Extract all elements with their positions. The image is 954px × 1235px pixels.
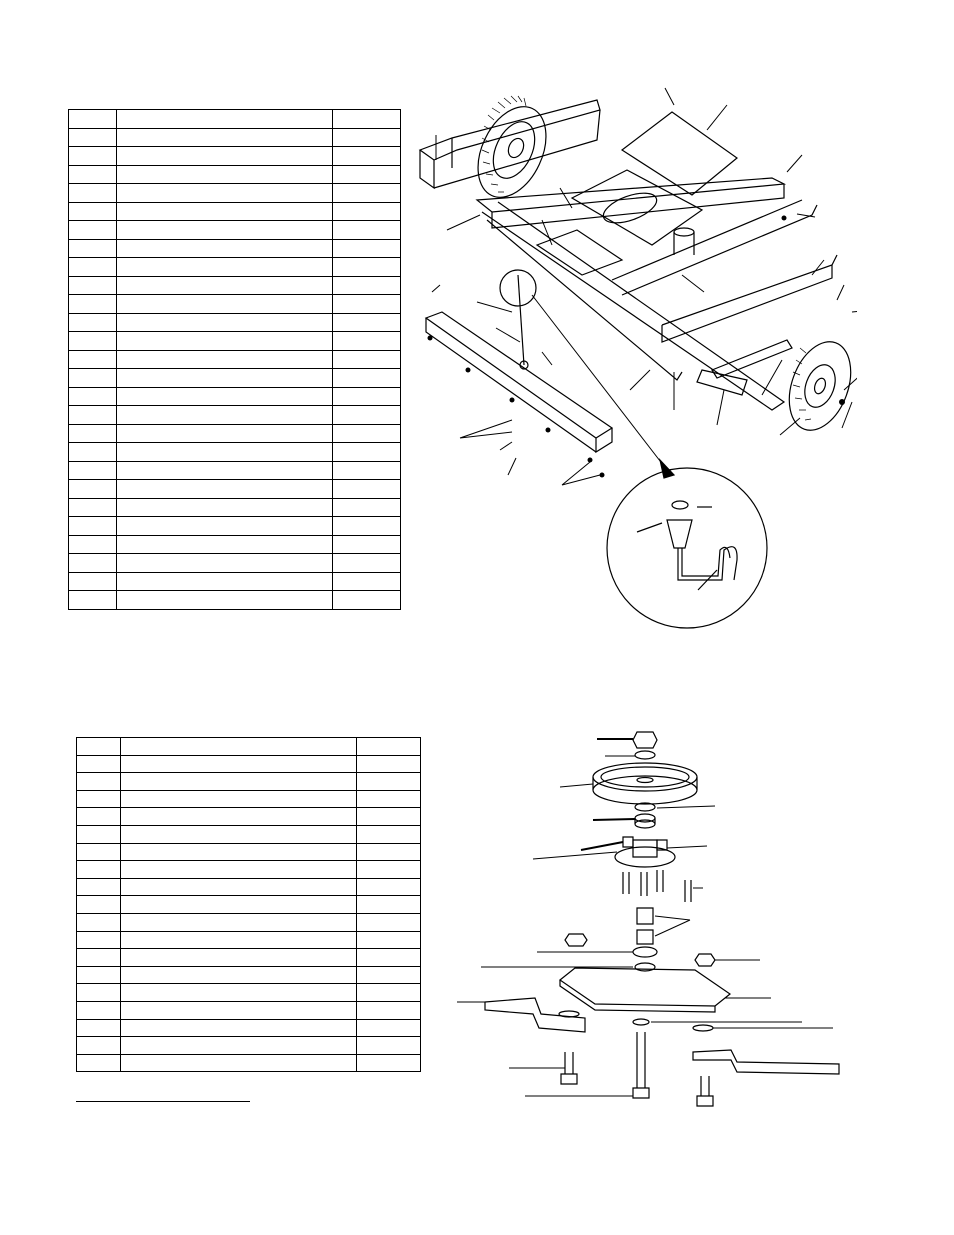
table-row	[77, 773, 421, 791]
table-cell	[357, 1054, 421, 1072]
table-cell	[69, 461, 117, 480]
table-cell	[333, 165, 401, 184]
table-cell	[77, 1037, 121, 1055]
table-row	[69, 554, 401, 573]
table-cell	[333, 110, 401, 129]
table-cell	[333, 517, 401, 536]
table-cell	[333, 498, 401, 517]
table-cell	[69, 554, 117, 573]
table-cell	[69, 387, 117, 406]
table-cell	[333, 406, 401, 425]
table-cell	[69, 184, 117, 203]
table-row	[77, 1037, 421, 1055]
table-cell	[77, 861, 121, 879]
table-cell	[117, 591, 333, 610]
table-row	[69, 239, 401, 258]
table-cell	[77, 949, 121, 967]
table-row	[77, 949, 421, 967]
table-cell	[69, 276, 117, 295]
frame-parts-table	[68, 109, 401, 610]
table-cell	[333, 258, 401, 277]
table-cell	[333, 184, 401, 203]
table-row	[69, 332, 401, 351]
table-cell	[117, 295, 333, 314]
table-cell	[117, 535, 333, 554]
spindle-blade-assembly-drawing	[445, 722, 845, 1117]
table-cell	[117, 313, 333, 332]
table-cell	[357, 931, 421, 949]
table-row	[69, 165, 401, 184]
table-cell	[117, 517, 333, 536]
table-row	[69, 350, 401, 369]
table-cell	[333, 239, 401, 258]
table-cell	[357, 790, 421, 808]
table-cell	[357, 984, 421, 1002]
table-row	[69, 535, 401, 554]
table-cell	[69, 202, 117, 221]
table-cell	[333, 295, 401, 314]
table-row	[77, 984, 421, 1002]
table-cell	[333, 147, 401, 166]
table-cell	[69, 239, 117, 258]
table-cell	[121, 896, 357, 914]
table-row	[77, 913, 421, 931]
table-row	[77, 878, 421, 896]
table-cell	[357, 913, 421, 931]
table-row	[77, 896, 421, 914]
table-cell	[77, 931, 121, 949]
table-cell	[121, 861, 357, 879]
table-row	[69, 110, 401, 129]
table-cell	[69, 443, 117, 462]
table-cell	[357, 1001, 421, 1019]
table-row	[69, 276, 401, 295]
table-cell	[357, 738, 421, 756]
table-cell	[69, 424, 117, 443]
table-cell	[77, 825, 121, 843]
table-cell	[357, 825, 421, 843]
table-cell	[117, 480, 333, 499]
table-cell	[69, 332, 117, 351]
table-cell	[69, 535, 117, 554]
table-cell	[121, 738, 357, 756]
table-cell	[117, 554, 333, 573]
table-cell	[69, 258, 117, 277]
table-cell	[117, 424, 333, 443]
table-cell	[117, 498, 333, 517]
table-cell	[121, 843, 357, 861]
table-cell	[117, 572, 333, 591]
table-row	[69, 387, 401, 406]
table-row	[77, 825, 421, 843]
table-cell	[121, 808, 357, 826]
table-row	[69, 461, 401, 480]
table-cell	[121, 984, 357, 1002]
table-cell	[117, 350, 333, 369]
table-cell	[77, 896, 121, 914]
table-cell	[69, 369, 117, 388]
table-cell	[333, 313, 401, 332]
table-cell	[117, 221, 333, 240]
table-cell	[77, 1001, 121, 1019]
table-row	[77, 861, 421, 879]
table-cell	[121, 1037, 357, 1055]
table-row	[69, 369, 401, 388]
table-row	[69, 184, 401, 203]
table-cell	[333, 461, 401, 480]
table-cell	[121, 966, 357, 984]
table-cell	[77, 1019, 121, 1037]
table-cell	[117, 184, 333, 203]
table-cell	[357, 861, 421, 879]
table-cell	[333, 221, 401, 240]
table-cell	[117, 369, 333, 388]
table-cell	[357, 843, 421, 861]
table-cell	[77, 1054, 121, 1072]
table-cell	[69, 498, 117, 517]
table-cell	[117, 387, 333, 406]
table-cell	[69, 406, 117, 425]
underline-rule	[76, 1101, 250, 1102]
table-cell	[121, 773, 357, 791]
spindle-parts-table	[76, 737, 421, 1072]
table-row	[77, 1001, 421, 1019]
table-cell	[357, 773, 421, 791]
table-cell	[77, 913, 121, 931]
table-cell	[117, 202, 333, 221]
table-row	[69, 128, 401, 147]
table-cell	[117, 147, 333, 166]
table-cell	[77, 878, 121, 896]
table-cell	[333, 128, 401, 147]
table-row	[77, 790, 421, 808]
table-cell	[121, 825, 357, 843]
table-row	[77, 808, 421, 826]
table-row	[77, 843, 421, 861]
table-row	[69, 591, 401, 610]
table-cell	[121, 878, 357, 896]
table-cell	[117, 239, 333, 258]
frame-assembly-drawing	[412, 80, 857, 630]
table-cell	[69, 110, 117, 129]
table-row	[69, 295, 401, 314]
table-cell	[333, 535, 401, 554]
table-cell	[333, 591, 401, 610]
table-row	[69, 147, 401, 166]
table-cell	[117, 461, 333, 480]
table-row	[77, 966, 421, 984]
table-cell	[121, 1001, 357, 1019]
table-cell	[77, 773, 121, 791]
table-cell	[333, 554, 401, 573]
table-cell	[333, 350, 401, 369]
table-cell	[121, 949, 357, 967]
table-cell	[121, 913, 357, 931]
table-cell	[357, 1019, 421, 1037]
table-row	[77, 1054, 421, 1072]
table-cell	[117, 443, 333, 462]
table-row	[69, 443, 401, 462]
table-cell	[333, 480, 401, 499]
table-cell	[69, 591, 117, 610]
table-cell	[69, 313, 117, 332]
table-row	[77, 755, 421, 773]
table-cell	[357, 949, 421, 967]
table-cell	[69, 480, 117, 499]
table-row	[69, 572, 401, 591]
table-cell	[357, 1037, 421, 1055]
table-row	[69, 313, 401, 332]
table-cell	[357, 755, 421, 773]
table-cell	[117, 165, 333, 184]
table-cell	[333, 276, 401, 295]
table-row	[69, 424, 401, 443]
table-row	[69, 517, 401, 536]
table-row	[69, 498, 401, 517]
table-cell	[77, 843, 121, 861]
table-cell	[69, 128, 117, 147]
table-cell	[69, 517, 117, 536]
table-row	[77, 1019, 421, 1037]
table-cell	[357, 966, 421, 984]
table-cell	[69, 572, 117, 591]
table-row	[77, 931, 421, 949]
table-cell	[333, 387, 401, 406]
table-cell	[121, 790, 357, 808]
table-cell	[333, 369, 401, 388]
table-cell	[69, 221, 117, 240]
table-cell	[117, 258, 333, 277]
table-row	[69, 202, 401, 221]
table-cell	[77, 966, 121, 984]
table-row	[69, 258, 401, 277]
table-row	[69, 480, 401, 499]
table-cell	[77, 755, 121, 773]
table-cell	[69, 350, 117, 369]
table-cell	[77, 790, 121, 808]
table-cell	[77, 738, 121, 756]
table-cell	[121, 931, 357, 949]
table-cell	[357, 878, 421, 896]
table-cell	[69, 165, 117, 184]
table-cell	[357, 808, 421, 826]
table-row	[69, 221, 401, 240]
table-cell	[117, 406, 333, 425]
table-row	[77, 738, 421, 756]
table-cell	[333, 332, 401, 351]
table-cell	[333, 572, 401, 591]
table-cell	[117, 332, 333, 351]
table-cell	[121, 755, 357, 773]
table-cell	[121, 1019, 357, 1037]
table-cell	[77, 984, 121, 1002]
table-row	[69, 406, 401, 425]
table-cell	[333, 202, 401, 221]
table-cell	[69, 147, 117, 166]
table-cell	[117, 276, 333, 295]
table-cell	[117, 128, 333, 147]
table-cell	[333, 424, 401, 443]
table-cell	[77, 808, 121, 826]
table-cell	[121, 1054, 357, 1072]
table-cell	[117, 110, 333, 129]
table-cell	[69, 295, 117, 314]
table-cell	[357, 896, 421, 914]
table-cell	[333, 443, 401, 462]
